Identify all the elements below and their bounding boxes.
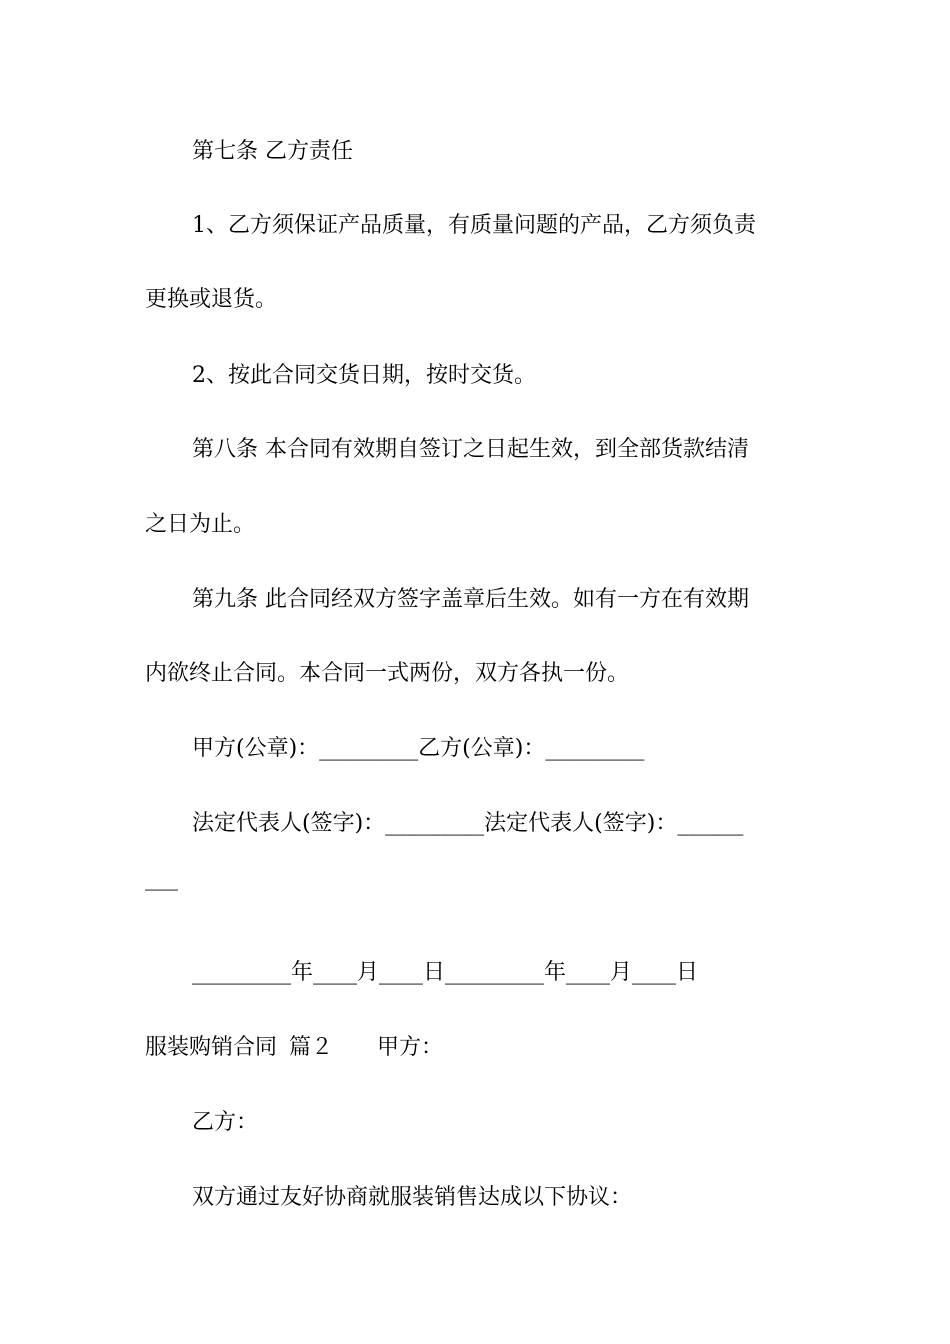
contract2-part: 篇２ [289,1035,334,1060]
representative-line1: 法定代表人(签字)：_________法定代表人(签字)：______ [192,811,744,836]
article7-item1-line1: 1、乙方须保证产品质量，有质量问题的产品，乙方须负责 [192,213,756,238]
article9-line2: 内欲终止合同。本合同一式两份，双方各执一份。 [145,661,630,686]
article7-heading: 第七条 乙方责任 [192,139,353,164]
seal-line: 甲方(公章)：_________乙方(公章)：_________ [192,736,645,761]
article7-item1-line2: 更换或退货。 [145,287,278,312]
contract2-party-a: 甲方： [377,1035,444,1060]
representative-line2: ___ [145,866,178,891]
contract2-title: 服装购销合同 [145,1035,278,1060]
article8-line1: 第八条 本合同有效期自签订之日起生效，到全部货款结清 [192,437,749,462]
article7-item2: 2、按此合同交货日期，按时交货。 [192,363,536,388]
contract2-heading [145,1033,805,1063]
contract2-intro: 双方通过友好协商就服装销售达成以下协议： [192,1185,633,1210]
date-line: _________年____月____日_________年____月____日 [192,960,699,985]
contract2-party-b: 乙方： [192,1110,259,1135]
article8-line2: 之日为止。 [145,512,256,537]
article9-line1: 第九条 此合同经双方签字盖章后生效。如有一方在有效期 [192,587,749,612]
